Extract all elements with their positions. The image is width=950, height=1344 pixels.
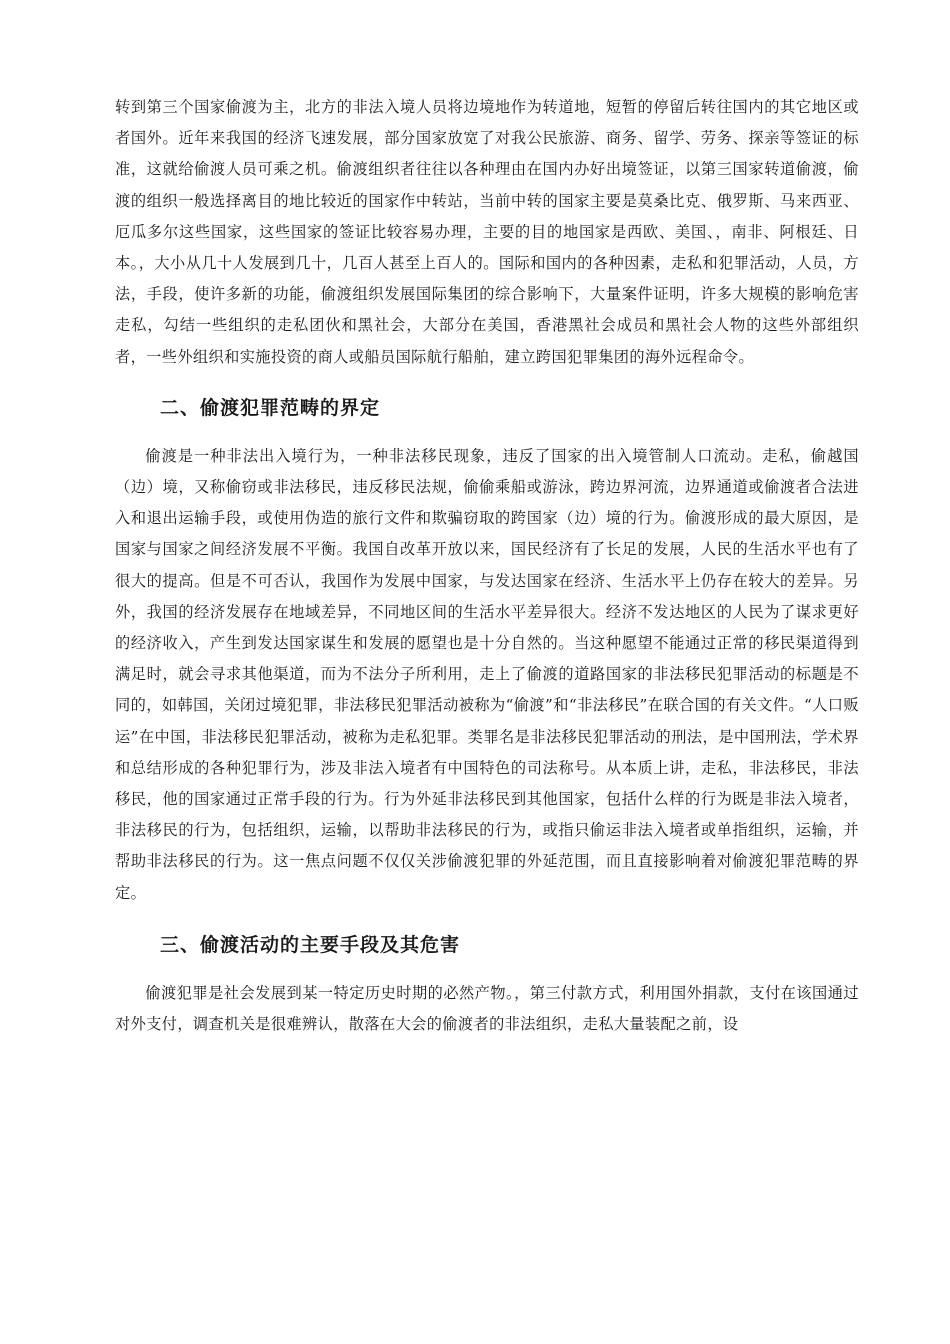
body-paragraph-continued: 转到第三个国家偷渡为主，北方的非法入境人员将边境地作为转道地，短暂的停留后转往国内的其它地区或者国外。近年来我国的经济飞速发展，部分国家放宽了对我公民旅游、商务、留学、劳务、探亲等签证的标准，这就给偷渡人员可乘之机。偷渡组织者往往以各种理由在国内办好出境签证，以第三国家转道偷渡，偷渡的组织一般选择离目的地比较近的国家作中转站，当前中转的国家主要是莫桑比克、俄罗斯、马来西亚、厄瓜多尔这些国家，这些国家的签证比较容易办理，主要的目的地国家是西欧、美国、，南非、阿根廷、日本。，大小从几十人发展到几十，几百人甚至上百人的。国际和国内的各种因素，走私和犯罪活动，人员，方法，手段，使许多新的功能，偷渡组织发展国际集团的综合影响下，大量案件证明，许多大规模的影响危害走私，勾结一些组织的走私团伙和黑社会，大部分在美国，香港黑社会成员和黑社会人物的这些外部组织者，一些外组织和实施投资的商人或船员国际航行船舶，建立跨国犯罪集团的海外远程命令。 (115, 98, 859, 366)
document-page (115, 92, 859, 1040)
section-heading-2: 二、偷渡犯罪范畴的界定 (160, 396, 381, 419)
body-paragraph-section-3: 偷渡犯罪是社会发展到某一特定历史时期的必然产物。，第三付款方式，利用国外捐款，支付在该国通过对外支付，调查机关是很难辨认，散落在大会的偷渡者的非法组织，走私大量装配之前，设 (115, 983, 859, 1034)
body-paragraph-section-2: 偷渡是一种非法出入境行为，一种非法移民现象，违反了国家的出入境管制人口流动。走私，偷越国（边）境，又称偷窃或非法移民，违反移民法规，偷偷乘船或游泳，跨边界河流，边界通道或偷渡者合法进入和退出运输手段，或使用伪造的旅行文件和欺骗窃取的跨国家（边）境的行为。偷渡形成的最大原因，是国家与国家之间经济发展不平衡。我国自改革开放以来，国民经济有了长足的发展，人民的生活水平也有了很大的提高。但是不可否认，我国作为发展中国家，与发达国家在经济、生活水平上仍存在较大的差异。另外，我国的经济发展存在地域差异，不同地区间的生活水平差异很大。经济不发达地区的人民为了谋求更好的经济收入，产生到发达国家谋生和发展的愿望也是十分自然的。当这种愿望不能通过正常的移民渠道得到满足时，就会寻求其他渠道，而为不法分子所利用，走上了偷渡的道路国家的非法移民犯罪活动的标题是不同的，如韩国，关闭过境犯罪，非法移民犯罪活动被称为“偷渡”和“非法移民”在联合国的有关文件。“人口贩运”在中国，非法移民犯罪活动，被称为走私犯罪。类罪名是非法移民犯罪活动的刑法，是中国刑法，学术界和总结形成的各种犯罪行为，涉及非法入境者有中国特色的司法称号。从本质上讲，走私，非法移民，非法移民，他的国家通过正常手段的行为。行为外延非法移民到其他国家，包括什么样的行为既是非法入境者，非法移民的行为，包括组织，运输，以帮助非法移民的行为，或指只偷运非法入境者或单指组织，运输，并帮助非法移民的行为。这一焦点问题不仅仅关涉偷渡犯罪的外延范围，而且直接影响着对偷渡犯罪范畴的界定。 (115, 446, 859, 902)
section-heading-3: 三、偷渡活动的主要手段及其危害 (160, 933, 461, 956)
